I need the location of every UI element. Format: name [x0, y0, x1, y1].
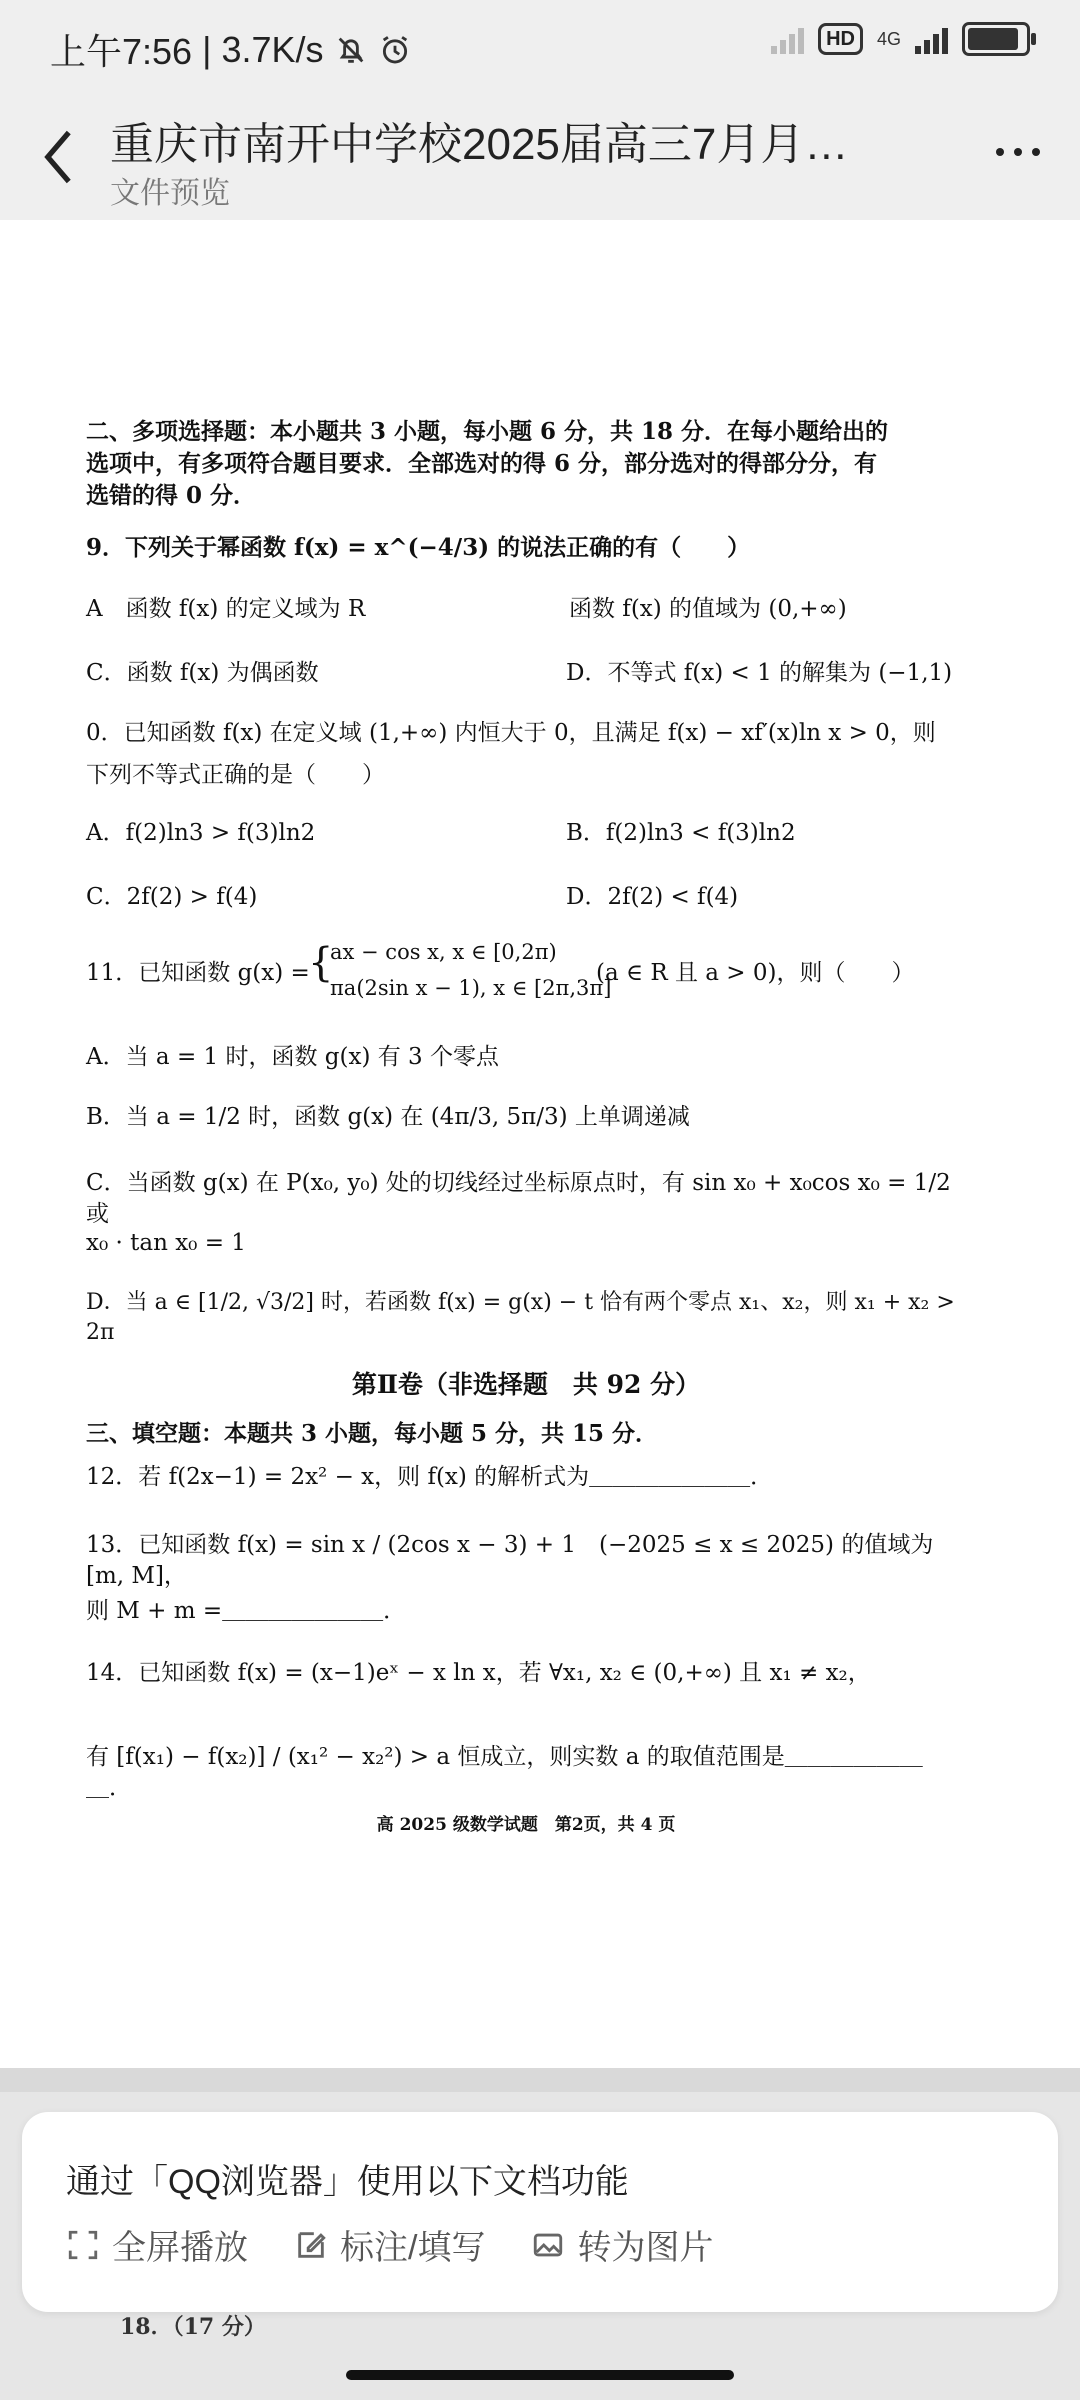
- q10-option-b: B．f(2)ln3 < f(3)ln2: [566, 820, 796, 846]
- q9-option-d: D．不等式 f(x) < 1 的解集为 (−1,1): [566, 660, 953, 686]
- section2-line1: 二、多项选择题：本小题共 3 小题，每小题 6 分，共 18 分．在每小题给出的: [86, 418, 889, 445]
- signal-strong-icon: [915, 24, 948, 54]
- q12: 12．若 f(2x−1) = 2x² − x，则 f(x) 的解析式为＿＿＿＿＿＿＿．: [86, 1464, 774, 1490]
- page-divider: [0, 2068, 1080, 2092]
- page-footer: 高 2025 级数学试题 第2页，共 4 页: [376, 1815, 676, 1835]
- app-header: [0, 96, 1080, 220]
- q11-case2: πa(2sin x − 1), x ∈ [2π,3π]: [330, 976, 612, 1000]
- more-dot-icon: [996, 148, 1004, 156]
- promo-card-actions: [66, 2220, 713, 2269]
- more-dot-icon: [1014, 148, 1022, 156]
- q11-option-c-line1: C．当函数 g(x) 在 P(x₀, y₀) 处的切线经过坐标原点时，有 sin x₀ + x₀cos x₀ = 1/2 或: [86, 1170, 951, 1228]
- q11-case1: ax − cos x, x ∈ [0,2π): [330, 940, 557, 964]
- q11-option-a: A．当 a = 1 时，函数 g(x) 有 3 个零点: [86, 1044, 499, 1070]
- q11-prefix: 11．已知函数 g(x) =: [86, 960, 310, 986]
- q9-stem: 9．下列关于幂函数 f(x) = x^(−4/3) 的说法正确的有（ ）: [86, 534, 751, 561]
- fullscreen-icon: [66, 2228, 100, 2262]
- status-right: [771, 22, 1030, 56]
- q11-option-c-line2: x₀ · tan x₀ = 1: [86, 1230, 246, 1256]
- section3-title: 三、填空题：本题共 3 小题，每小题 5 分，共 15 分．: [86, 1420, 659, 1447]
- q10-stem-line1: 0．已知函数 f(x) 在定义域 (1,+∞) 内恒大于 0，且满足 f(x) − xf′(x)ln x > 0，则: [86, 720, 936, 746]
- q10-option-d: D．2f(2) < f(4): [566, 884, 739, 910]
- promo-card-title: 通过「QQ浏览器」使用以下文档功能: [66, 2163, 629, 2201]
- annotate-fill-label: 标注/填写: [340, 2229, 486, 2267]
- q9-option-c: C．函数 f(x) 为偶函数: [86, 660, 319, 686]
- q10-stem-line2: 下列不等式正确的是（ ）: [86, 762, 385, 788]
- status-bar: [0, 0, 1080, 96]
- piecewise-brace-icon: {: [308, 940, 334, 986]
- annotate-fill-button[interactable]: [294, 2220, 485, 2269]
- edit-icon: [294, 2228, 328, 2262]
- q14-line1: 14．已知函数 f(x) = (x−1)eˣ − x ln x，若 ∀x₁, x₂ ∈ (0,+∞) 且 x₁ ≠ x₂，: [86, 1660, 871, 1686]
- battery-icon: [962, 22, 1030, 56]
- q10-option-a: A．f(2)ln3 > f(3)ln2: [86, 820, 316, 846]
- q14-line2: 有 [f(x₁) − f(x₂)] / (x₁² − x₂²) > a 恒成立，则实数 a 的取值范围是＿＿＿＿＿＿＿．: [86, 1744, 923, 1802]
- fullscreen-play-label: 全屏播放: [112, 2229, 248, 2267]
- status-left: [50, 24, 412, 75]
- mute-bell-icon: [334, 33, 368, 67]
- q11-option-d: D．当 a ∈ [1/2, √3/2] 时，若函数 f(x) = g(x) − t 恰有两个零点 x₁、x₂，则 x₁ + x₂ > 2π: [86, 1290, 955, 1345]
- section2-line3: 选错的得 0 分．: [86, 482, 257, 509]
- alarm-icon: [378, 33, 412, 67]
- section2-line2: 选项中，有多项符合题目要求．全部选对的得 6 分，部分选对的得部分分，有: [86, 450, 878, 477]
- fullscreen-play-button[interactable]: [66, 2220, 248, 2269]
- convert-to-image-label: 转为图片: [577, 2229, 714, 2267]
- next-page-peek-text: 18．（17 分）: [120, 2314, 266, 2340]
- status-separator: |: [202, 28, 212, 70]
- hd-badge: HD: [818, 23, 863, 55]
- part2-title: 第Ⅱ卷（非选择题 共 92 分）: [351, 1370, 701, 1399]
- q9-option-b: 函数 f(x) 的值域为 (0,+∞): [546, 596, 847, 622]
- more-options-button[interactable]: [996, 148, 1040, 156]
- q11-option-b: B．当 a = 1/2 时，函数 g(x) 在 (4π/3, 5π/3) 上单调递减: [86, 1104, 690, 1130]
- document-viewer[interactable]: [0, 220, 1080, 2070]
- convert-to-image-button[interactable]: [531, 2220, 713, 2269]
- q11-suffix: (a ∈ R 且 a > 0)，则（ ）: [596, 960, 915, 986]
- chevron-left-icon: [30, 122, 90, 192]
- page-title: 重庆市南开中学校2025届高三7月月…: [110, 120, 849, 169]
- status-time: 上午7:56: [50, 31, 193, 72]
- home-indicator[interactable]: [346, 2370, 734, 2380]
- q9-option-a: A 函数 f(x) 的定义域为 R: [86, 596, 366, 622]
- more-dot-icon: [1032, 148, 1040, 156]
- back-button[interactable]: [30, 122, 90, 192]
- signal-weak-icon: [771, 24, 804, 54]
- net-4g-label: 4G: [876, 29, 901, 49]
- image-icon: [531, 2228, 565, 2262]
- q13-line1: 13．已知函数 f(x) = sin x / (2cos x − 3) + 1 (−2025 ≤ x ≤ 2025) 的值域为 [m, M]，: [86, 1532, 934, 1590]
- page-subtitle: 文件预览: [110, 177, 230, 210]
- q10-option-c: C．2f(2) > f(4): [86, 884, 258, 910]
- qq-browser-promo-card: [22, 2112, 1058, 2312]
- status-speed: 3.7K/s: [221, 28, 324, 70]
- q13-line2: 则 M + m =＿＿＿＿＿＿＿．: [86, 1598, 407, 1624]
